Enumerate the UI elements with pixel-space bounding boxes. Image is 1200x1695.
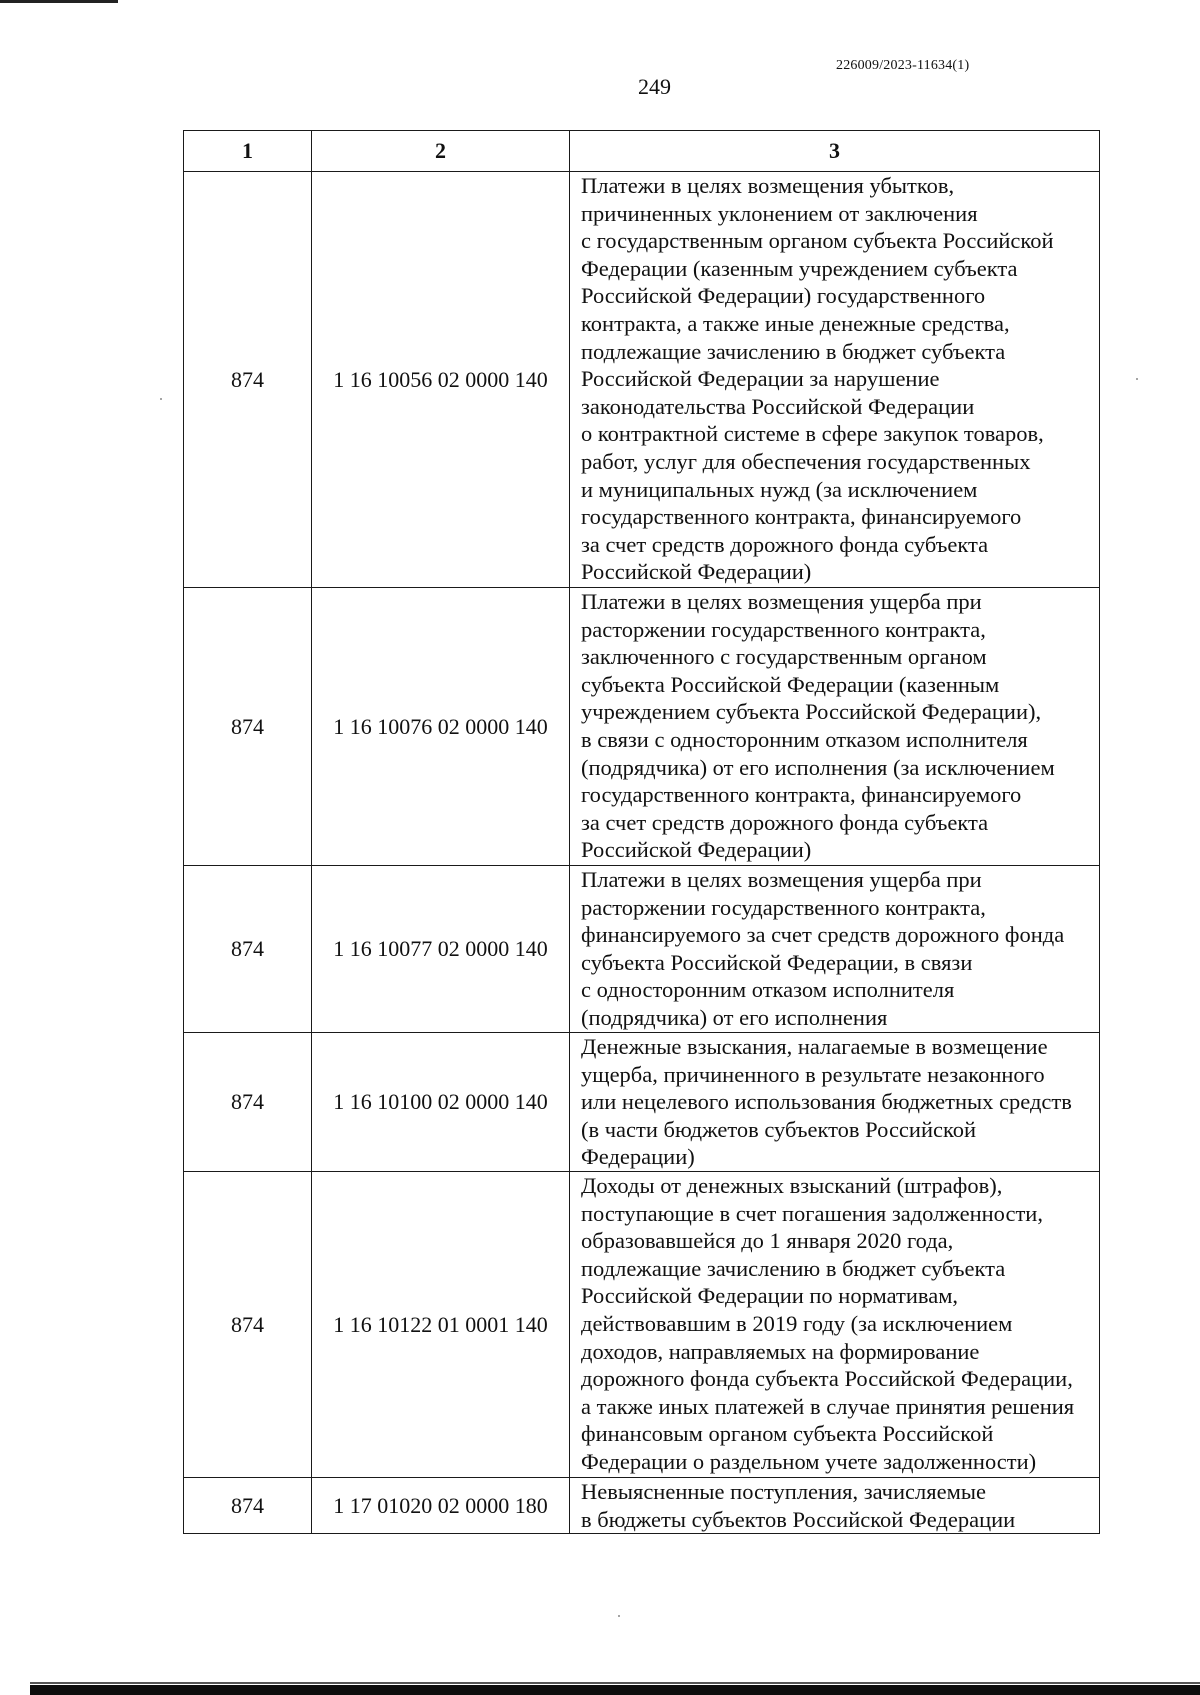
column-header-2: 2 [312,131,570,172]
table-row [184,1172,1100,1478]
budget-code-cell: 1 16 10076 02 0000 140 [312,588,570,866]
admin-code-cell: 874 [184,172,312,588]
admin-code-cell: 874 [184,1033,312,1172]
table-row [184,1033,1100,1172]
budget-codes-table [183,130,1100,1534]
admin-code-cell: 874 [184,588,312,866]
scan-edge-top [0,0,118,3]
description-cell: Невыясненные поступления, зачисляемые в бюджеты субъектов Российской Федерации [570,1478,1100,1534]
budget-code-cell: 1 16 10056 02 0000 140 [312,172,570,588]
description-cell: Платежи в целях возмещения убытков, причиненных уклонением от заключения с государственным органом субъекта Российской Федерации (казенным учреждением субъекта Российской Федерации) государственного контракта, а также иные денежные средства, подлежащие зачислению в бюджет субъекта Российской Федерации за нарушение законодательства Российской Федерации о контрактной системе в сфере закупок товаров, работ, услуг для обеспечения государственных и муниципальных нужд (за исключением государственного контракта, финансируемого за счет средств дорожного фонда субъекта Российской Федерации) [570,172,1100,588]
table-row [184,172,1100,588]
column-header-1: 1 [184,131,312,172]
document-id: 226009/2023-11634(1) [836,58,970,73]
scan-edge-bottom [30,1685,1200,1695]
description-cell: Доходы от денежных взысканий (штрафов), поступающие в счет погашения задолженности, образовавшейся до 1 января 2020 года, подлежащие зачислению в бюджет субъекта Российской Федерации по нормативам, действовавшим в 2019 году (за исключением доходов, направляемых на формирование дорожного фонда субъекта Российской Федерации, а также иных платежей в случае принятия решения финансовым органом субъекта Российской Федерации о раздельном учете задолженности) [570,1172,1100,1478]
scan-edge-bottom-line [30,1682,1200,1684]
description-cell: Платежи в целях возмещения ущерба при расторжении государственного контракта, финансируемого за счет средств дорожного фонда субъекта Российской Федерации, в связи с односторонним отказом исполнителя (подрядчика) от его исполнения [570,866,1100,1033]
table-row [184,1478,1100,1534]
page-number: 249 [638,74,671,99]
budget-code-cell: 1 16 10077 02 0000 140 [312,866,570,1033]
description-cell: Платежи в целях возмещения ущерба при расторжении государственного контракта, заключенного с государственным органом субъекта Российской Федерации (казенным учреждением субъекта Российской Федерации), в связи с односторонним отказом исполнителя (подрядчика) от его исполнения (за исключением государственного контракта, финансируемого за счет средств дорожного фонда субъекта Российской Федерации) [570,588,1100,866]
table-row [184,588,1100,866]
description-cell: Денежные взыскания, налагаемые в возмещение ущерба, причиненного в результате незаконного или нецелевого использования бюджетных средств (в части бюджетов субъектов Российской Федерации) [570,1033,1100,1172]
admin-code-cell: 874 [184,866,312,1033]
admin-code-cell: 874 [184,1172,312,1478]
scan-speck [618,1615,620,1617]
column-header-3: 3 [570,131,1100,172]
budget-code-cell: 1 17 01020 02 0000 180 [312,1478,570,1534]
table-row [184,866,1100,1033]
scan-speck [1136,378,1138,380]
admin-code-cell: 874 [184,1478,312,1534]
budget-code-cell: 1 16 10122 01 0001 140 [312,1172,570,1478]
scan-speck [160,398,162,400]
table-header-row [184,131,1100,172]
budget-code-cell: 1 16 10100 02 0000 140 [312,1033,570,1172]
